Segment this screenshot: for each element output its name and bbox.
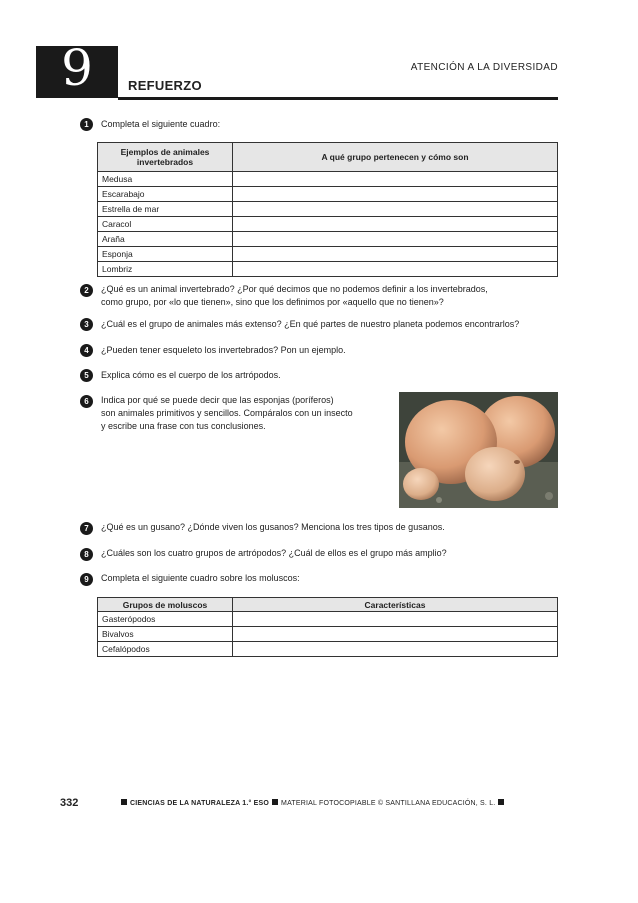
question-number: 3 xyxy=(80,318,93,331)
chapter-number: 9 xyxy=(61,39,93,97)
table-cell: Gasterópodos xyxy=(98,612,233,627)
table-cell: Araña xyxy=(98,232,233,247)
square-bullet-icon xyxy=(121,799,127,805)
answer-cell[interactable] xyxy=(233,612,558,627)
invertebrates-table xyxy=(97,142,558,277)
sponges-illustration xyxy=(399,392,558,508)
question-number: 6 xyxy=(80,395,93,408)
table-cell: Cefalópodos xyxy=(98,642,233,657)
question-number: 8 xyxy=(80,548,93,561)
question-text: Indica por qué se puede decir que las esponjas (poríferos) son animales primitivos y sencillos. Compáralos con un insecto y escribe una frase con tus conclusiones. xyxy=(101,395,353,431)
answer-cell[interactable] xyxy=(233,627,558,642)
question-text: Completa el siguiente cuadro sobre los moluscos: xyxy=(101,573,300,583)
question-text: ¿Cuál es el grupo de animales más extenso? ¿En qué partes de nuestro planeta podemos encontrarlos? xyxy=(101,319,520,329)
footer-text: CIENCIAS DE LA NATURALEZA 1.° ESO MATERIAL FOTOCOPIABLE © SANTILLANA EDUCACIÓN, S. L. xyxy=(118,799,507,807)
answer-cell[interactable] xyxy=(233,187,558,202)
answer-cell[interactable] xyxy=(233,217,558,232)
sponges-photo xyxy=(399,392,558,508)
question-text: ¿Qué es un animal invertebrado? ¿Por qué decimos que no podemos definir a los invertebrados, como grupo, por «lo que tienen», sino que los definimos por «aquello que no tienen»? xyxy=(101,284,488,307)
table-cell: Esponja xyxy=(98,247,233,262)
question-number: 9 xyxy=(80,573,93,586)
answer-cell[interactable] xyxy=(233,642,558,657)
table-cell: Caracol xyxy=(98,217,233,232)
table-cell: Bivalvos xyxy=(98,627,233,642)
section-title: REFUERZO xyxy=(128,78,202,93)
answer-cell[interactable] xyxy=(233,247,558,262)
answer-cell[interactable] xyxy=(233,232,558,247)
square-bullet-icon xyxy=(498,799,504,805)
table-header: Grupos de moluscos xyxy=(98,598,233,612)
question-number: 1 xyxy=(80,118,93,131)
table-cell: Estrella de mar xyxy=(98,202,233,217)
question-number: 4 xyxy=(80,344,93,357)
question-text: ¿Cuáles son los cuatro grupos de artrópodos? ¿Cuál de ellos es el grupo más amplio? xyxy=(101,548,447,558)
question-number: 5 xyxy=(80,369,93,382)
question-text: Completa el siguiente cuadro: xyxy=(101,119,221,129)
square-bullet-icon xyxy=(272,799,278,805)
answer-cell[interactable] xyxy=(233,172,558,187)
table-cell: Lombriz xyxy=(98,262,233,277)
header-rule xyxy=(118,97,558,100)
table-cell: Medusa xyxy=(98,172,233,187)
table-header: A qué grupo pertenecen y cómo son xyxy=(233,143,558,172)
table-cell: Escarabajo xyxy=(98,187,233,202)
answer-cell[interactable] xyxy=(233,262,558,277)
table-header: Ejemplos de animales invertebrados xyxy=(98,143,233,172)
question-number: 7 xyxy=(80,522,93,535)
table-header: Características xyxy=(233,598,558,612)
answer-cell[interactable] xyxy=(233,202,558,217)
question-text: ¿Pueden tener esqueleto los invertebrados? Pon un ejemplo. xyxy=(101,345,346,355)
question-text: Explica cómo es el cuerpo de los artrópodos. xyxy=(101,370,281,380)
question-text: ¿Qué es un gusano? ¿Dónde viven los gusanos? Menciona los tres tipos de gusanos. xyxy=(101,522,445,532)
molluscs-table xyxy=(97,597,558,657)
header-label: ATENCIÓN A LA DIVERSIDAD xyxy=(410,62,558,73)
page-number: 332 xyxy=(60,797,79,809)
question-number: 2 xyxy=(80,284,93,297)
